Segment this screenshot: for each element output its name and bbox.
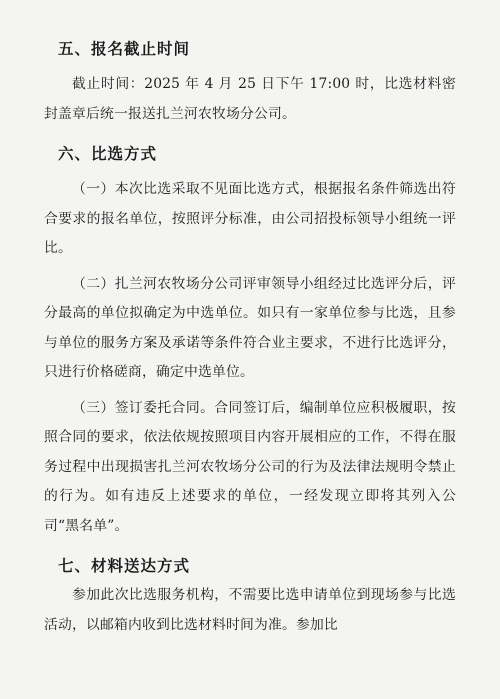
paragraph-deadline: 截止时间：2025 年 4 月 25 日下午 17:00 时，比选材料密封盖章后统一报送扎兰河农牧场分公司。 <box>44 76 456 122</box>
section-heading-delivery-method: 七、材料送达方式 <box>58 557 191 575</box>
section-heading-deadline: 五、报名截止时间 <box>58 40 191 58</box>
paragraph-selection-method-1: （一）本次比选采取不见面比选方式，根据报名条件筛选出符合要求的报名单位，按照评分标准，由公司招投标领导小组统一评比。 <box>44 181 456 256</box>
paragraph-selection-method-2: （二）扎兰河农牧场分公司评审领导小组经过比选评分后，评分最高的单位拟确定为中选单位。如只有一家单位参与比选，且参与单位的服务方案及承诺等条件符合业主要求，不进行比选评分，只进行价格磋商，确定中选单位。 <box>44 275 456 380</box>
section-heading-selection-method: 六、比选方式 <box>58 145 158 163</box>
paragraph-delivery-method: 参加此次比选服务机构，不需要比选申请单位到现场参与比选活动，以邮箱内收到比选材料时间为准。参加比 <box>44 587 456 633</box>
paragraph-selection-method-3: （三）签订委托合同。合同签订后，编制单位应积极履职，按照合同的要求，依法依规按照项目内容开展相应的工作，不得在服务过程中出现损害扎兰河农牧场分公司的行为及法律法规明令禁止的行为。如有违反上述要求的单位，一经发现立即将其列入公司“黑名单”。 <box>44 399 456 534</box>
